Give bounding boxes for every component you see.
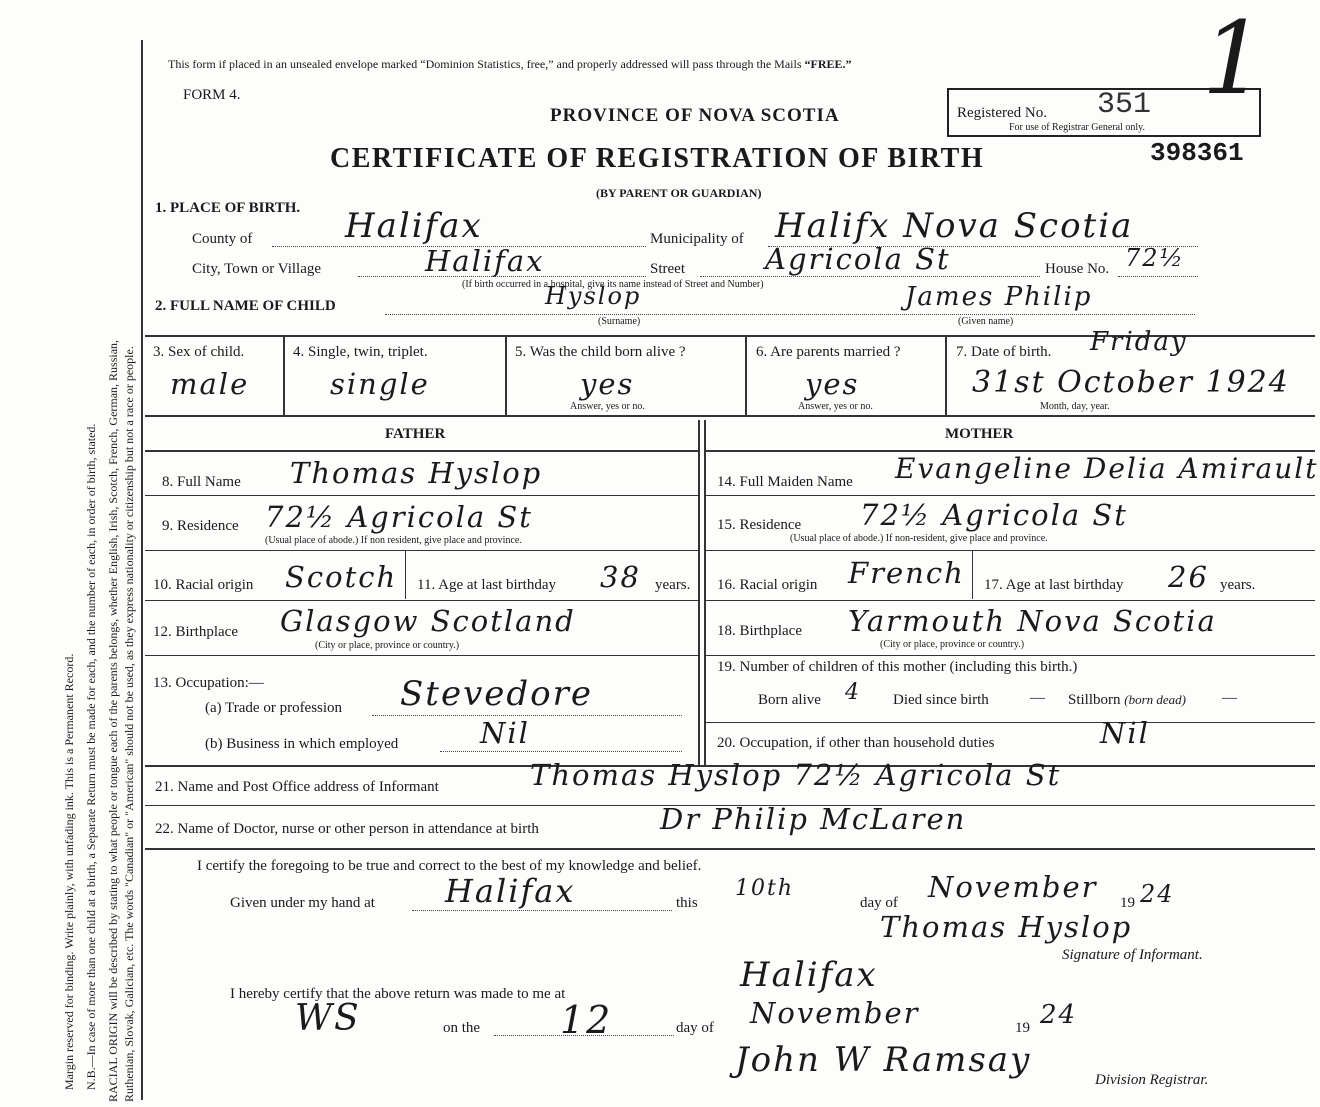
rule: [972, 551, 973, 599]
business-label: (b) Business in which employed: [205, 736, 399, 752]
margin-note-4: Ruthenian, Slovak, Galician, etc. The words "Canadian" or "American" should not be used, as they express nationality or citizenship but not a race or people.: [122, 346, 136, 1102]
mother-residence-label: 15. Residence: [717, 517, 802, 533]
father-residence: 72½ Agricola St: [265, 500, 533, 534]
day-of-label: day of: [860, 895, 898, 911]
registered-label: Registered No.: [957, 105, 1047, 121]
father-birthplace: Glasgow Scotland: [280, 604, 576, 638]
on-the-label: on the: [443, 1020, 481, 1036]
trade-value: Stevedore: [400, 674, 594, 714]
dob-day: Friday: [1090, 327, 1188, 357]
form-number: FORM 4.: [183, 87, 241, 103]
alive-label: 5. Was the child born alive ?: [515, 344, 686, 360]
rule: [704, 600, 1315, 601]
province-title: PROVINCE OF NOVA SCOTIA: [550, 105, 840, 126]
child-given-name: James Philip: [905, 282, 1093, 312]
mother-occupation-label: 20. Occupation, if other than household duties: [717, 735, 995, 751]
born-alive-label: Born alive: [758, 692, 821, 708]
father-heading: FATHER: [385, 426, 446, 442]
mother-racial: French: [848, 556, 965, 590]
certify-month: November: [928, 870, 1098, 904]
married-caption: Answer, yes or no.: [798, 401, 873, 412]
city-label: City, Town or Village: [192, 261, 322, 277]
child-name-line: [385, 314, 1195, 315]
registrar-initials: WS: [295, 998, 361, 1039]
rule: [145, 655, 698, 656]
rule: [505, 335, 507, 415]
registrar-place: Halifax: [740, 955, 878, 995]
house-line: [1118, 276, 1198, 277]
died-label: Died since birth: [893, 692, 989, 708]
mother-occupation: Nil: [1100, 716, 1150, 750]
father-years: years.: [655, 577, 691, 593]
rule: [405, 551, 406, 599]
dob-label: 7. Date of birth.: [956, 344, 1052, 360]
doctor-label: 22. Name of Doctor, nurse or other person in attendance at birth: [155, 821, 539, 837]
this-label: this: [676, 895, 698, 911]
father-age: 38: [600, 560, 641, 594]
margin-note-2: N.B.—In case of more than one child at a birth, a Separate Return must be made for each, and the number of each, in order of birth, stated.: [84, 423, 98, 1090]
registrar-year-prefix: 19: [1015, 1020, 1030, 1036]
rule: [698, 420, 700, 765]
child-name-label: 2. FULL NAME OF CHILD: [155, 298, 336, 314]
certificate-number: 398361: [1150, 138, 1244, 168]
registrar-month: November: [750, 996, 920, 1030]
street-label: Street: [650, 261, 685, 277]
informant-value: Thomas Hyslop 72½ Agricola St: [530, 758, 1062, 792]
page-title: CERTIFICATE OF REGISTRATION OF BIRTH: [330, 143, 985, 174]
father-residence-label: 9. Residence: [162, 518, 239, 534]
street-line: [700, 276, 1040, 277]
registrar-signature: John W Ramsay: [735, 1040, 1032, 1080]
father-racial-label: 10. Racial origin: [153, 577, 254, 593]
mother-heading: MOTHER: [945, 426, 1014, 442]
mother-age: 26: [1168, 560, 1209, 594]
mother-residence-caption: (Usual place of abode.) If non-resident, give place and province.: [790, 533, 1048, 544]
rule: [145, 848, 1315, 850]
multiplicity-value: single: [330, 367, 430, 401]
father-birthplace-caption: (City or place, province or country.): [315, 640, 460, 651]
certify-text: I certify the foregoing to be true and correct to the best of my knowledge and belief.: [197, 858, 702, 874]
alive-value: yes: [580, 367, 635, 401]
corner-mark: 1: [1202, 0, 1266, 117]
died-value: —: [1030, 690, 1045, 706]
married-value: yes: [805, 367, 860, 401]
rule: [145, 600, 698, 601]
county-value: Halifax: [345, 206, 483, 246]
surname-caption: (Surname): [598, 316, 641, 327]
rule: [945, 335, 947, 415]
certify-year: 24: [1140, 880, 1175, 908]
margin-notes: [0, 0, 140, 1107]
mother-residence: 72½ Agricola St: [860, 498, 1128, 532]
dob-caption: Month, day, year.: [1040, 401, 1110, 412]
rule: [145, 450, 698, 452]
father-racial: Scotch: [285, 560, 398, 594]
year-prefix: 19: [1120, 895, 1135, 911]
rule: [704, 655, 1315, 656]
rule: [745, 335, 747, 415]
registrar-caption: Division Registrar.: [1095, 1072, 1209, 1088]
mother-name: Evangeline Delia Amirault: [895, 452, 1319, 485]
trade-label: (a) Trade or profession: [205, 700, 343, 716]
father-name-label: 8. Full Name: [162, 474, 241, 490]
registrar-day-of-label: day of: [676, 1020, 714, 1036]
informant-signature: Thomas Hyslop: [880, 910, 1133, 944]
subtitle: (BY PARENT OR GUARDIAN): [596, 186, 762, 200]
given-caption: (Given name): [958, 316, 1014, 327]
born-alive-value: 4: [845, 680, 861, 705]
registrar-text: I hereby certify that the above return was made to me at: [230, 986, 566, 1002]
registrar-note: For use of Registrar General only.: [1009, 122, 1145, 133]
county-label: County of: [192, 231, 253, 247]
house-value: 72½: [1125, 244, 1185, 272]
dob-value: 31st October 1924: [972, 365, 1290, 400]
father-occupation-label: 13. Occupation:—: [153, 675, 264, 691]
father-name: Thomas Hyslop: [290, 456, 543, 490]
municipality-label: Municipality of: [650, 231, 744, 247]
rule: [145, 550, 698, 551]
margin-rule: [141, 40, 143, 1100]
given-under-label: Given under my hand at: [230, 895, 375, 911]
stillborn-label: Stillborn (born dead): [1068, 692, 1187, 708]
business-value: Nil: [480, 716, 530, 750]
informant-label: 21. Name and Post Office address of Informant: [155, 779, 439, 795]
given-place: Halifax: [445, 872, 576, 910]
mother-birthplace: Yarmouth Nova Scotia: [848, 604, 1217, 638]
municipality-value: Halifx Nova Scotia: [775, 206, 1134, 246]
signature-caption: Signature of Informant.: [1062, 947, 1203, 963]
rule: [283, 335, 285, 415]
sex-value: male: [170, 367, 250, 401]
multiplicity-label: 4. Single, twin, triplet.: [293, 344, 428, 360]
sex-label: 3. Sex of child.: [153, 344, 245, 360]
mother-birthplace-label: 18. Birthplace: [717, 623, 802, 639]
margin-note-3: RACIAL ORIGIN will be described by stating to what people or tongue each of the parents belongs, whether English, Irish, Scotch, French, German, Russian,: [106, 339, 120, 1102]
mother-racial-label: 16. Racial origin: [717, 577, 818, 593]
business-line: [440, 751, 682, 752]
rule: [704, 420, 706, 765]
street-value: Agricola St: [765, 242, 951, 276]
rule: [704, 550, 1315, 551]
children-label: 19. Number of children of this mother (including this birth.): [717, 659, 1078, 675]
city-value: Halifax: [425, 244, 545, 278]
margin-note-1: Margin reserved for binding. Write plainly, with unfading ink. This is a Permanent Record.: [62, 653, 76, 1090]
stillborn-value: —: [1222, 690, 1237, 706]
doctor-value: Dr Philip McLaren: [660, 802, 967, 836]
hospital-note: (If birth occurred in a hospital, give its name instead of Street and Number): [462, 279, 764, 290]
child-surname: Hyslop: [545, 282, 642, 310]
house-label: House No.: [1045, 261, 1110, 277]
married-label: 6. Are parents married ?: [756, 344, 901, 360]
given-place-line: [412, 910, 672, 911]
mother-birthplace-caption: (City or place, province or country.): [880, 639, 1025, 650]
mother-age-label: 17. Age at last birthday: [984, 577, 1124, 593]
rule: [704, 722, 1315, 723]
mother-years: years.: [1220, 577, 1256, 593]
mother-name-label: 14. Full Maiden Name: [717, 474, 853, 490]
rule: [145, 415, 1315, 417]
rule: [704, 495, 1315, 496]
place-of-birth-label: 1. PLACE OF BIRTH.: [155, 200, 301, 216]
father-residence-caption: (Usual place of abode.) If non resident, give place and province.: [265, 535, 522, 546]
registrar-year: 24: [1040, 1000, 1078, 1030]
certify-day: 10th: [735, 876, 795, 901]
registered-number: 351: [1097, 88, 1152, 122]
father-birthplace-label: 12. Birthplace: [153, 624, 238, 640]
rule: [145, 495, 698, 496]
alive-caption: Answer, yes or no.: [570, 401, 645, 412]
registrar-day: 12: [560, 998, 613, 1042]
free-notice: This form if placed in an unsealed envelope marked “Dominion Statistics, free,” and properly addressed will pass through the Mails “FREE.”: [168, 57, 852, 71]
father-age-label: 11. Age at last birthday: [417, 577, 556, 593]
